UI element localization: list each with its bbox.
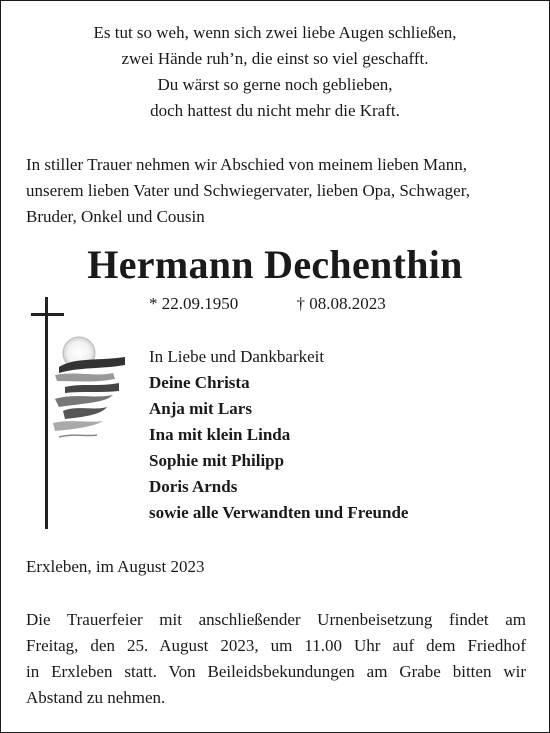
- intro-line: unserem lieben Vater und Schwiegervater, lieben Opa, Schwager,: [26, 181, 470, 200]
- funeral-line: Die Trauerfeier mit anschließender Urnenbeisetzung findet am: [26, 610, 526, 629]
- mourners-heading: In Liebe und Dankbarkeit: [149, 347, 325, 366]
- intro-line: In stiller Trauer nehmen wir Abschied von meinem lieben Mann,: [26, 155, 467, 174]
- mourner: sowie alle Verwandten und Freunde: [149, 503, 409, 522]
- poem-line: Du wärst so gerne noch geblieben,: [157, 75, 393, 94]
- funeral-line: in Erxleben statt. Von Beileidsbekundungen am Grabe bitten wir: [26, 662, 526, 681]
- poem-line: zwei Hände ruh’n, die einst so viel geschafft.: [121, 49, 429, 68]
- poem: [1, 20, 549, 124]
- deceased-name: Hermann Dechenthin: [87, 242, 463, 287]
- mourner: Anja mit Lars: [149, 399, 252, 418]
- poem-line: doch hattest du nicht mehr die Kraft.: [150, 101, 400, 120]
- mourner: Deine Christa: [149, 373, 250, 392]
- cross-with-sunset-landscape-icon: [15, 295, 133, 535]
- intro-text: [26, 152, 536, 230]
- mourner: Doris Arnds: [149, 477, 238, 496]
- mourner: Sophie mit Philipp: [149, 451, 285, 470]
- birth-date: * 22.09.1950: [149, 294, 239, 313]
- place-date: Erxleben, im August 2023: [26, 557, 205, 576]
- life-dates: [149, 291, 386, 317]
- mourner: Ina mit klein Linda: [149, 425, 291, 444]
- death-date: † 08.08.2023: [296, 294, 386, 313]
- poem-line: Es tut so weh, wenn sich zwei liebe Augen schließen,: [93, 23, 457, 42]
- funeral-line: Abstand zu nehmen.: [26, 688, 166, 707]
- funeral-line: Freitag, den 25. August 2023, um 11.00 Uhr auf dem Friedhof: [26, 636, 526, 655]
- funeral-info: [26, 607, 526, 711]
- mourners-list: [149, 344, 539, 526]
- intro-line: Bruder, Onkel und Cousin: [26, 207, 205, 226]
